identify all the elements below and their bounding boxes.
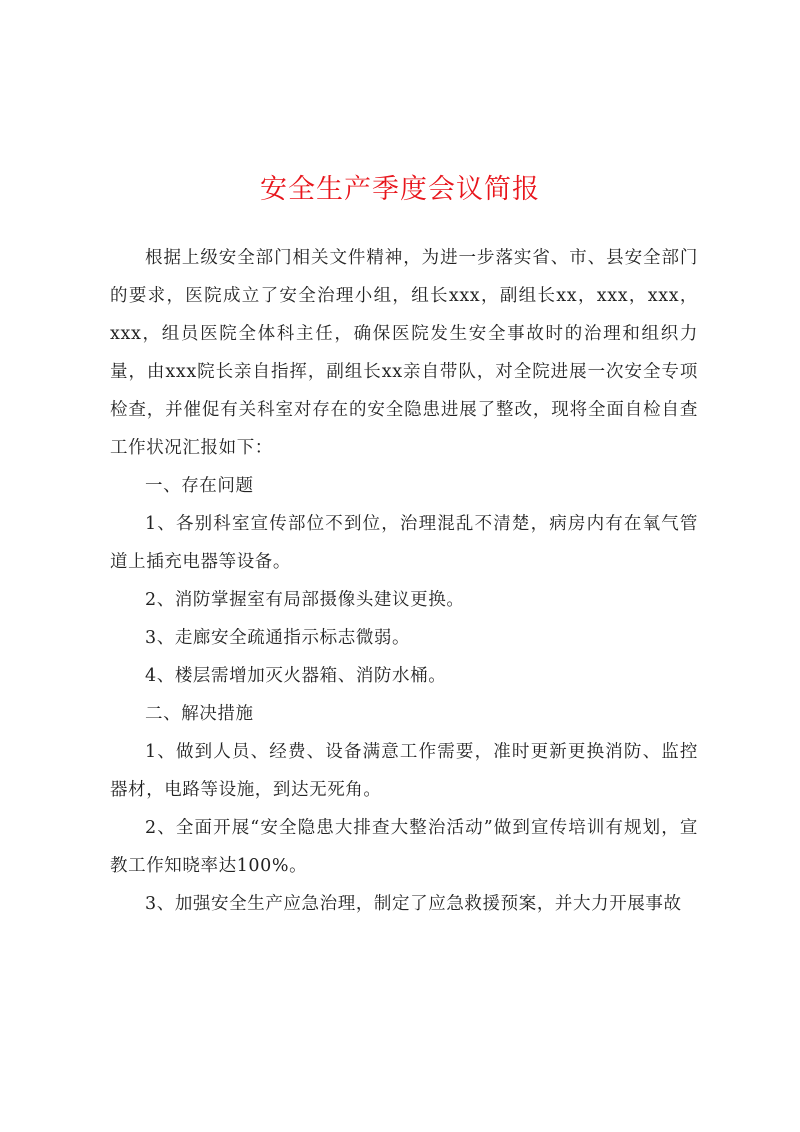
measure-item-2: 2、全面开展“安全隐患大排查大整治活动”做到宣传培训有规划，宣教工作知晓率达100%。 xyxy=(110,818,698,876)
intro-paragraph: 根据上级安全部门相关文件精神，为进一步落实省、市、县安全部门的要求，医院成立了安全治理小组，组长xxx，副组长xx，xxx，xxx，xxx，组员医院全体科主任，确保医院发生安全事故时的治理和组织力量，由xxx院长亲自指挥，副组长xx亲自带队，对全院进展一次安全专项检查，并催促有关科室对存在的安全隐患进展了整改，现将全面自检自查工作状况汇报如下： xyxy=(110,248,698,458)
problem-item-3: 3、走廊安全疏通指示标志微弱。 xyxy=(145,628,411,648)
problem-item-1: 1、各别科室宣传部位不到位，治理混乱不清楚，病房内有在氧气管道上插充电器等设备。 xyxy=(110,514,698,572)
document-title: 安全生产季度会议简报 xyxy=(260,174,540,205)
problem-item-4: 4、楼层需增加灭火器箱、消防水桶。 xyxy=(145,666,447,686)
measure-item-1: 1、做到人员、经费、设备满意工作需要，准时更新更换消防、监控器材，电路等设施，到达无死角。 xyxy=(110,742,698,800)
document-body xyxy=(110,239,698,923)
section-heading-measures: 二、解决措施 xyxy=(145,704,254,724)
problem-item-2: 2、消防掌握室有局部摄像头建议更换。 xyxy=(145,590,465,610)
section-heading-problems: 一、存在问题 xyxy=(145,476,254,496)
measure-item-3: 3、加强安全生产应急治理，制定了应急救援预案，并大力开展事故 xyxy=(145,894,682,914)
